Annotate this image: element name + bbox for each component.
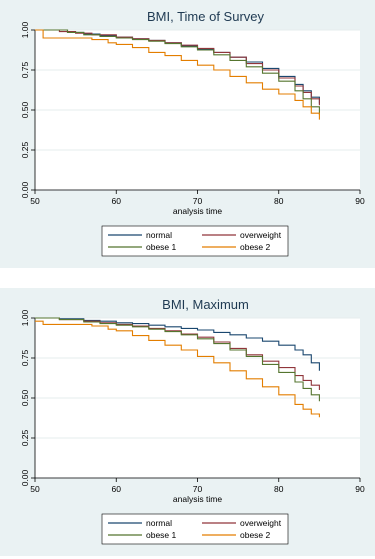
x-tick-label: 60 [111, 196, 121, 206]
x-tick-label: 50 [30, 196, 40, 206]
chart-title: BMI, Maximum [162, 297, 249, 312]
legend-label: overweight [240, 230, 282, 240]
legend-label: normal [146, 230, 172, 240]
x-tick-label: 90 [355, 196, 365, 206]
x-tick-label: 70 [192, 196, 203, 206]
legend-label: normal [146, 518, 172, 528]
y-tick-label: 0.75 [20, 349, 30, 367]
chart-title: BMI, Time of Survey [146, 9, 265, 24]
y-tick-label: 0.50 [20, 101, 30, 119]
x-tick-label: 90 [355, 484, 365, 494]
legend-label: obese 2 [240, 530, 271, 540]
x-axis-label: analysis time [172, 494, 223, 504]
x-tick-label: 80 [274, 484, 284, 494]
legend-label: obese 1 [146, 242, 177, 252]
y-tick-label: 1.00 [20, 21, 30, 39]
y-tick-label: 0.75 [20, 61, 30, 79]
x-tick-label: 60 [111, 484, 121, 494]
y-tick-label: 0.50 [20, 389, 30, 407]
y-tick-label: 0.00 [20, 181, 30, 199]
km-chart-time-of-survey [0, 0, 375, 268]
legend-label: obese 1 [146, 530, 177, 540]
x-tick-label: 50 [30, 484, 40, 494]
chart-panel-time-of-survey [0, 0, 375, 268]
y-tick-label: 0.25 [20, 429, 30, 447]
x-tick-label: 80 [274, 196, 284, 206]
y-tick-label: 0.00 [20, 469, 30, 487]
x-tick-label: 70 [192, 484, 203, 494]
km-chart-maximum [0, 288, 375, 556]
y-tick-label: 0.25 [20, 141, 30, 159]
x-axis-label: analysis time [172, 206, 223, 216]
chart-panel-maximum [0, 288, 375, 556]
y-tick-label: 1.00 [20, 309, 30, 327]
legend-label: obese 2 [240, 242, 271, 252]
legend-label: overweight [240, 518, 282, 528]
